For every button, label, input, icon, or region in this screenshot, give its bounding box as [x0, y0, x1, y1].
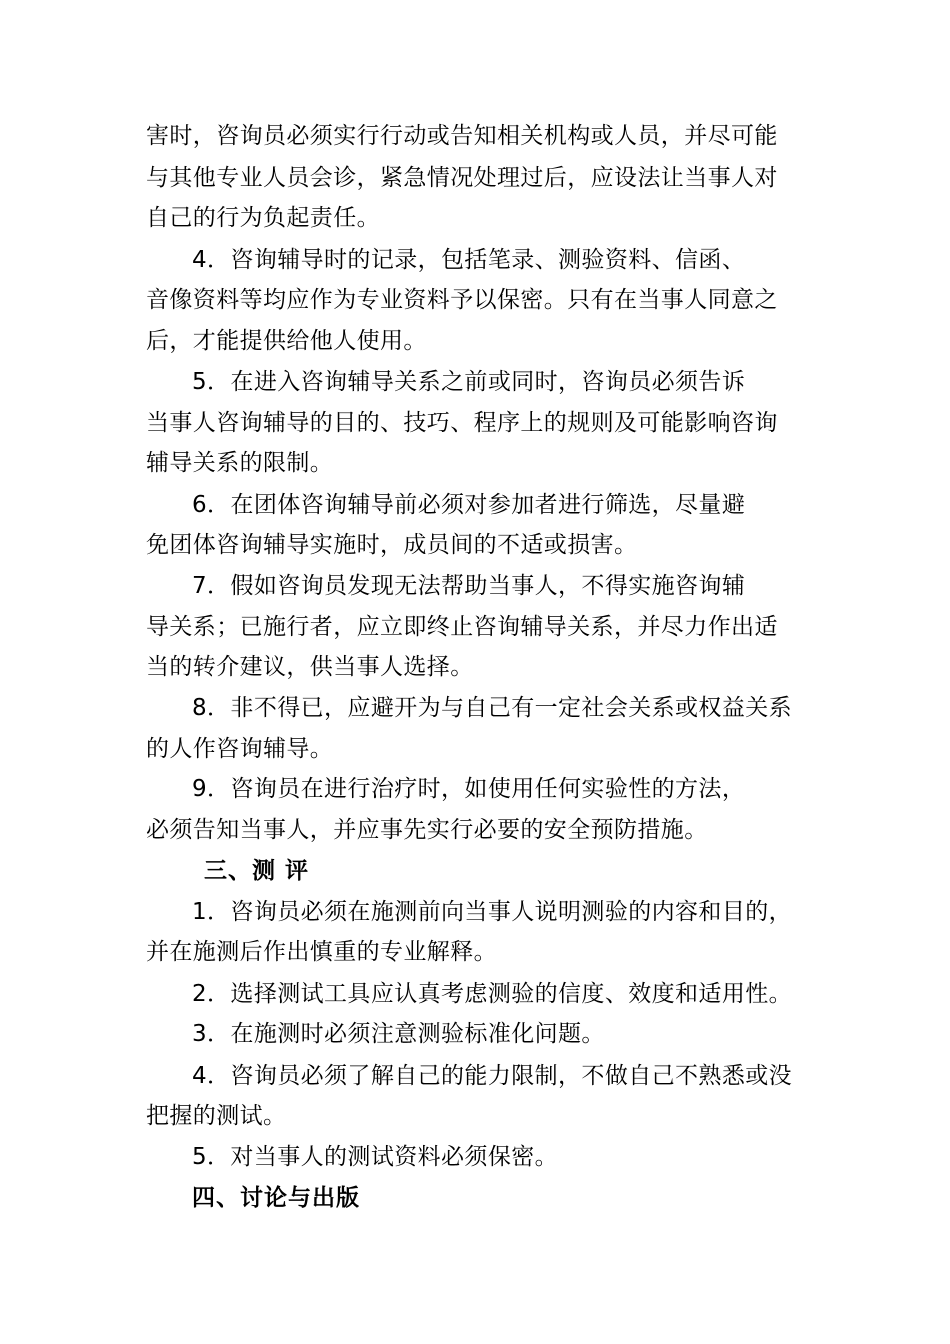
text-line: 自己的行为负起责任。	[146, 205, 380, 231]
text-line: 后，才能提供给他人使用。	[146, 328, 427, 354]
text-line: 导关系；已施行者，应立即终止咨询辅导关系，并尽力作出适	[146, 614, 778, 640]
text-line: 免团体咨询辅导实施时，成员间的不适或损害。	[146, 532, 638, 558]
text-line: 5．在进入咨询辅导关系之前或同时，咨询员必须告诉	[192, 369, 746, 395]
text-line: 1．咨询员必须在施测前向当事人说明测验的内容和目的，	[192, 899, 793, 925]
text-line: 5．对当事人的测试资料必须保密。	[192, 1144, 559, 1170]
section-heading: 三、测 评	[204, 858, 310, 884]
text-line: 当事人咨询辅导的目的、技巧、程序上的规则及可能影响咨询	[146, 410, 778, 436]
text-line: 2．选择测试工具应认真考虑测验的信度、效度和适用性。	[192, 981, 793, 1007]
section-heading: 四、讨论与出版	[192, 1185, 360, 1211]
text-line: 音像资料等均应作为专业资料予以保密。只有在当事人同意之	[146, 287, 778, 313]
text-line: 9．咨询员在进行治疗时，如使用任何实验性的方法，	[192, 776, 746, 802]
text-line: 4．咨询员必须了解自己的能力限制，不做自己不熟悉或没	[192, 1063, 793, 1089]
text-line: 并在施测后作出慎重的专业解释。	[146, 939, 497, 965]
text-line: 4．咨询辅导时的记录，包括笔录、测验资料、信函、	[192, 247, 746, 273]
text-line: 当的转介建议，供当事人选择。	[146, 654, 474, 680]
text-line: 辅导关系的限制。	[146, 450, 334, 476]
text-line: 必须告知当事人，并应事先实行必要的安全预防措施。	[146, 817, 708, 843]
text-line: 7．假如咨询员发现无法帮助当事人，不得实施咨询辅	[192, 573, 746, 599]
text-line: 的人作咨询辅导。	[146, 736, 334, 762]
text-line: 把握的测试。	[146, 1103, 287, 1129]
text-line: 害时，咨询员必须实行行动或告知相关机构或人员，并尽可能	[146, 123, 778, 149]
text-line: 与其他专业人员会诊，紧急情况处理过后，应设法让当事人对	[146, 165, 778, 191]
text-line: 8．非不得已，应避开为与自己有一定社会关系或权益关系	[192, 695, 793, 721]
text-line: 3．在施测时必须注意测验标准化问题。	[192, 1021, 605, 1047]
text-line: 6．在团体咨询辅导前必须对参加者进行筛选，尽量避	[192, 492, 746, 518]
